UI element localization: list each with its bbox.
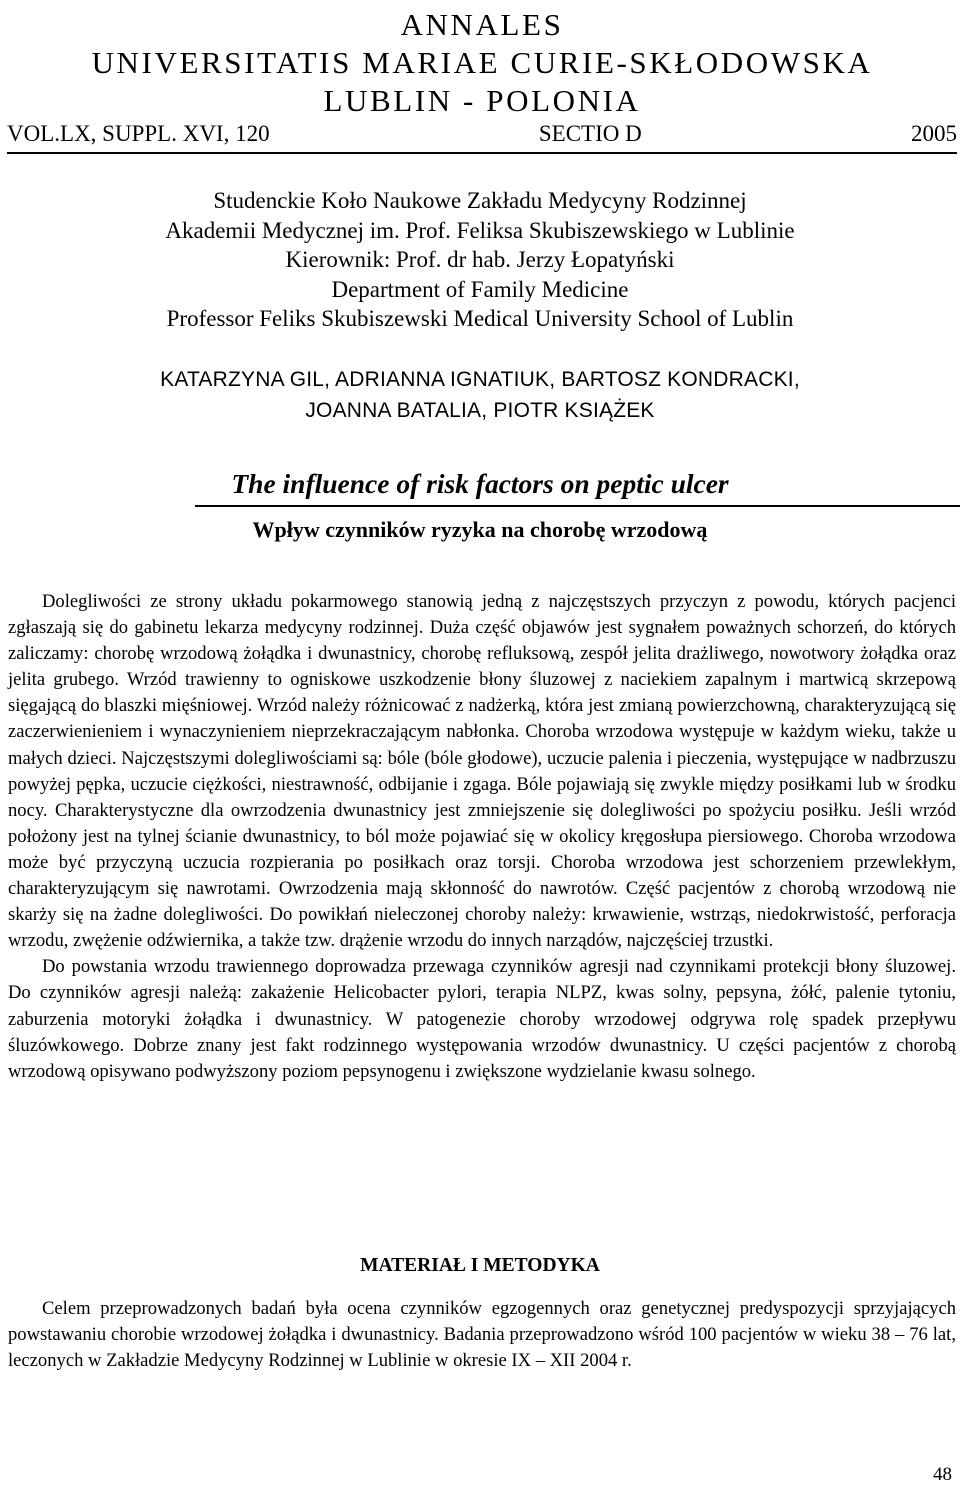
methods-text [8, 1296, 956, 1374]
authors-line: KATARZYNA GIL, ADRIANNA IGNATIUK, BARTOSZ KONDRACKI, [160, 368, 800, 391]
body-paragraph: Do powstania wrzodu trawiennego doprowadza przewaga czynników agresji nad czynnikami protekcji błony śluzowej. Do czynników agresji należą: zakażenie Helicobacter pylori, terapia NLPZ, kwas solny, pepsyna, żółć, palenie tytoniu, zaburzenia motoryki żołądka i dwunastnicy. W patogenezie choroby wrzodowej odgrywa rolę spadek przepływu śluzówkowego. Dobrze znany jest fakt rodzinnego występowania wrzodów dwunastnicy. U części pacjentów z chorobą wrzodową opisywano podwyższony poziom pepsynogenu i zwiększone wydzielanie kwasu solnego. [8, 956, 956, 1082]
introduction-text [8, 589, 956, 1085]
body-paragraph: Dolegliwości ze strony układu pokarmowego stanowią jedną z najczęstszych przyczyn z powodu, których pacjenci zgłaszają się do gabinetu lekarza medycyny rodzinnej. Duża część objawów jest sygnałem poważnych schorzeń, do których zaliczamy: chorobę wrzodową żołądka i dwunastnicy, chorobę refluksową, zespół jelita drażliwego, nowotwory żołądka oraz jelita grubego. Wrzód trawienny to ogniskowe uszkodzenie błony śluzowej z naciekiem zapalnym i martwicą skrzepową sięgającą do blaszki mięśniowej. Wrzód należy różnicować z nadżerką, która jest zmianą powierzchowną, charakteryzującą się zaczerwienieniem i wynaczynieniem nieprzekraczającym nabłonka. Choroba wrzodowa występuje w każdym wieku, także u małych dzieci. Najczęstszymi dolegliwościami są: bóle (bóle głodowe), uczucie palenia i pieczenia, występujące w nadbrzuszu powyżej pępka, uczucie ciężkości, niestrawność, odbijanie i zgaga. Bóle pojawiają się zwykle między posiłkami lub w środku nocy. Charakterystyczne dla owrzodzenia dwunastnicy jest zmniejszenie się dolegliwości po spożyciu posiłku. Jeśli wrzód położony jest na tylnej ścianie dwunastnicy, to ból może pojawiać się w okolicy kręgosłupa piersiowego. Choroba wrzodowa może być przyczyną uczucia rozpierania po posiłkach oraz torsji. Choroba wrzodowa jest schorzeniem przewlekłym, charakteryzującym się nawrotami. Owrzodzenia mają skłonność do nawrotów. Część pacjentów z chorobą wrzodową nie skarży się na żadne dolegliwości. Do powikłań nieleczonej choroby należy: krwawienie, wstrząs, niedokrwistość, perforacja wrzodu, zwężenie odźwiernika, a także tzw. drążenie wrzodu do innych narządów, najczęściej trzustki. [8, 591, 956, 952]
journal-header [7, 6, 957, 154]
article-title-en: The influence of risk factors on peptic ulcer [231, 468, 729, 499]
journal-name-line1: ANNALES [400, 7, 564, 42]
journal-name-line2: UNIVERSITATIS MARIAE CURIE-SKŁODOWSKA [91, 45, 873, 80]
affiliation-line: Studenckie Koło Naukowe Zakładu Medycyny Rodzinnej [213, 188, 747, 213]
body-paragraph: Celem przeprowadzonych badań była ocena czynników egzogennych oraz genetycznej predyspozycji sprzyjających powstawaniu chorobie wrzodowej żołądka i dwunastnicy. Badania przeprowadzono wśród 100 pacjentów w wieku 38 – 76 lat, leczonych w Zakładzie Medycyny Rodzinnej w Lublinie w okresie IX – XII 2004 r. [8, 1298, 956, 1372]
title-rule [195, 505, 960, 507]
journal-section: SECTIO D [538, 121, 642, 146]
journal-volume: VOL.LX, SUPPL. XVI, 120 [7, 121, 270, 146]
affiliation-line: Professor Feliks Skubiszewski Medical University School of Lublin [166, 306, 794, 331]
section-heading-methods: MATERIAŁ I METODYKA [360, 1255, 600, 1276]
authors-block [0, 364, 960, 426]
page-number: 48 [933, 1464, 952, 1485]
article-title-pl: Wpływ czynników ryzyka na chorobę wrzodową [252, 517, 708, 542]
journal-year: 2005 [911, 121, 957, 146]
journal-info-row [7, 120, 957, 154]
affiliation-line: Kierownik: Prof. dr hab. Jerzy Łopatyński [285, 247, 675, 272]
affiliation-line: Department of Family Medicine [331, 276, 629, 302]
journal-name-line3: LUBLIN - POLONIA [323, 83, 641, 118]
affiliation-block [0, 186, 960, 334]
affiliation-line: Akademii Medycznej im. Prof. Feliksa Skubiszewskiego w Lublinie [165, 217, 795, 243]
authors-line: JOANNA BATALIA, PIOTR KSIĄŻEK [305, 399, 655, 422]
